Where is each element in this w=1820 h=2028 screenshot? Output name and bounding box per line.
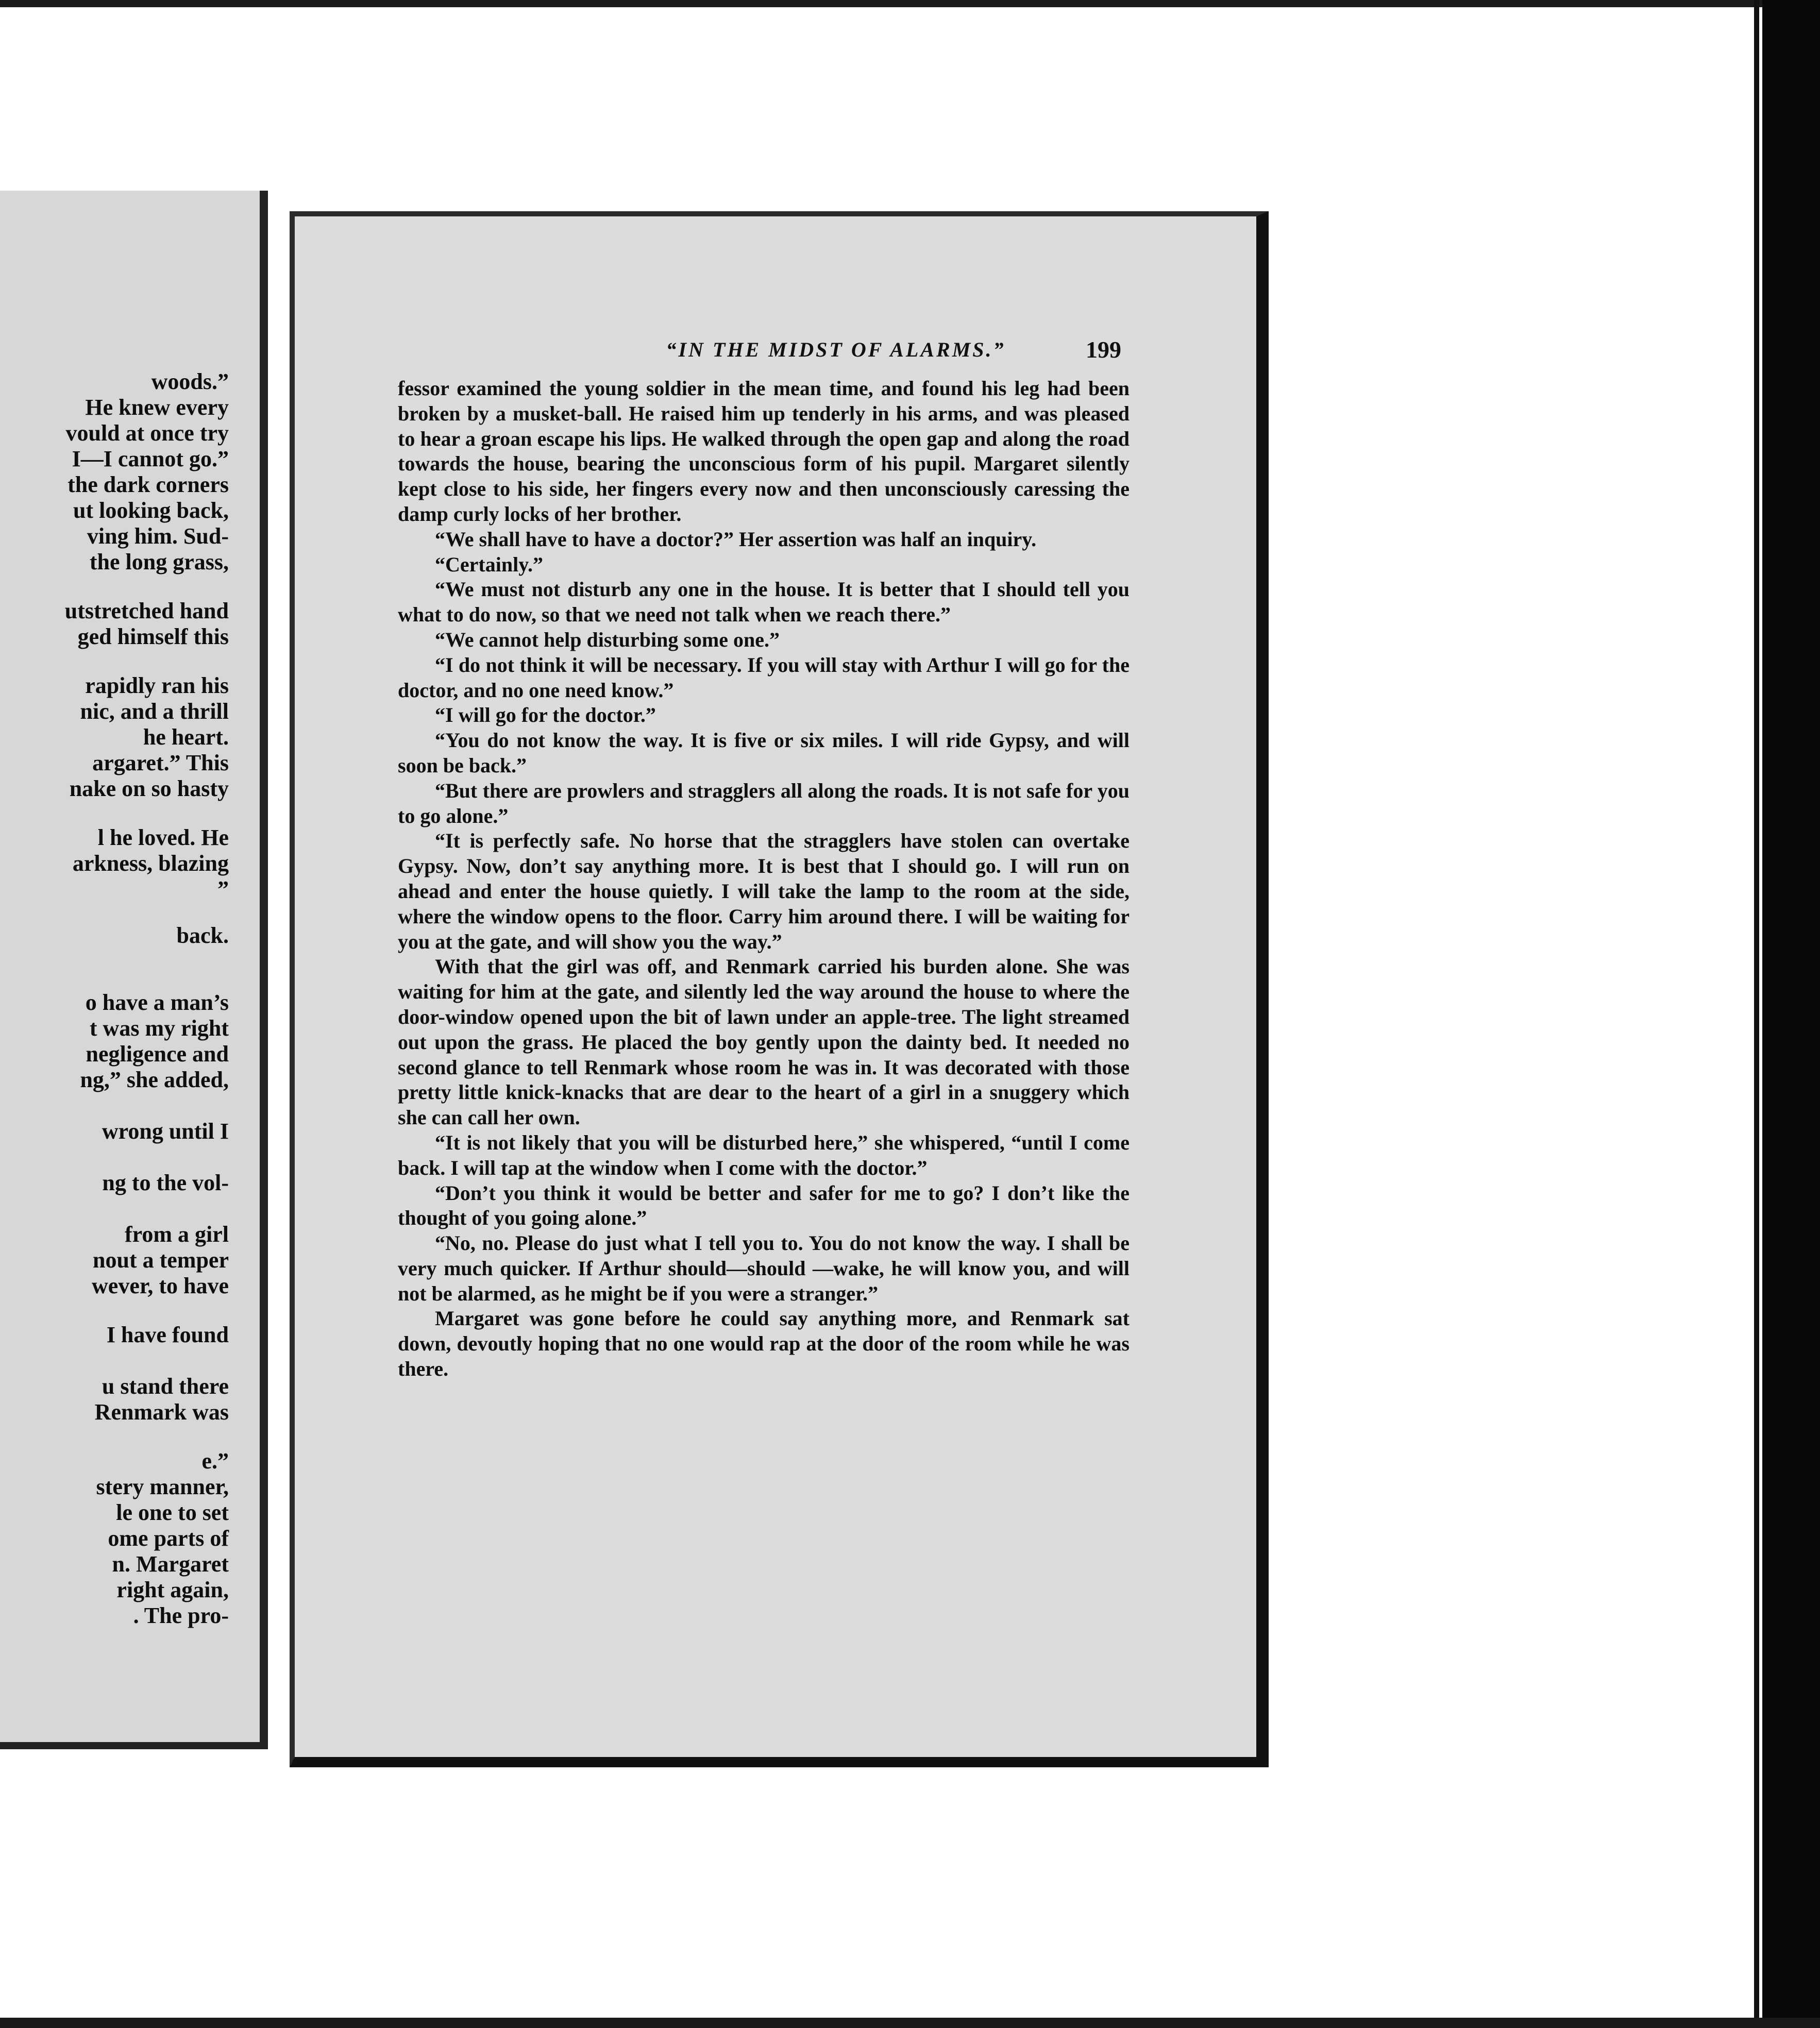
left-line: He knew every [85, 395, 229, 420]
left-line: the dark corners [68, 472, 229, 497]
scan-border-right [1762, 0, 1820, 2028]
left-line: t was my right [89, 1016, 229, 1041]
left-line: I—I cannot go.” [72, 446, 229, 471]
left-line: I have found [106, 1322, 229, 1347]
left-line: stery manner, [96, 1474, 229, 1499]
paragraph: Margaret was gone before he could say anything more, and Renmark sat down, devoutly hoping that no one would rap at the door of the room while he was there. [398, 1307, 1130, 1381]
paragraph: “We cannot help disturbing some one.” [435, 628, 780, 651]
paragraph: “Don’t you think it would be better and safer for me to go? I don’t like the thought of you going alone.” [398, 1181, 1130, 1230]
left-line: the long grass, [89, 549, 229, 574]
right-page [290, 211, 1269, 1767]
paragraph: “We shall have to have a doctor?” Her assertion was half an inquiry. [435, 527, 1037, 551]
left-line: utstretched hand [64, 598, 229, 623]
page-number: 199 [1086, 336, 1121, 363]
left-line: o have a man’s [85, 990, 229, 1015]
left-line: vould at once try [65, 420, 229, 446]
left-line: he heart. [143, 724, 229, 750]
paragraph: “I will go for the doctor.” [435, 703, 656, 727]
left-line: nic, and a thrill [80, 699, 229, 724]
left-line: ng,” she added, [80, 1067, 229, 1092]
left-line: wrong until I [102, 1119, 229, 1144]
scan-border-top [0, 0, 1820, 7]
paragraph: “We must not disturb any one in the house. It is better that I should tell you what to do now, so that we need not talk when we reach there.” [398, 578, 1130, 627]
left-line: argaret.” This [92, 750, 229, 775]
left-line: rapidly ran his [85, 673, 229, 698]
left-line: right again, [116, 1577, 229, 1602]
paragraph: “It is not likely that you will be disturbed here,” she whispered, “until I come back. I will tap at the window when I come with the doctor.” [398, 1130, 1130, 1179]
paragraph: With that the girl was off, and Renmark carried his burden alone. She was waiting for him at the gate, and silently led the way around the house to where the door-window opened upon the bit of lawn under an apple-tree. The light streamed out upon the grass. He placed the boy gently upon the dainty bed. It needed no second glance to tell Renmark whose room he was in. It was decorated with those pretty little knick-knacks that are dear to the heart of a girl in a snuggery which she can call her own. [398, 955, 1130, 1129]
left-page [0, 191, 268, 1749]
left-line: back. [176, 923, 229, 948]
left-line: ged himself this [77, 624, 229, 649]
paragraph: fessor examined the young soldier in the mean time, and found his leg had been broken by a musket-ball. He raised him up tenderly in his arms, and was pleased to hear a groan escape his lips. He walked through the open gap and along the road towards the house, bearing the unconscious form of his pupil. Margaret silently kept close to his side, her fingers every now and then unconsciously caressing the damp curly locks of her brother. [398, 377, 1130, 526]
left-line: ng to the vol- [102, 1170, 229, 1195]
left-line: nake on so hasty [69, 776, 229, 801]
paragraph: “But there are prowlers and stragglers all along the roads. It is not safe for you to go alone.” [398, 779, 1130, 827]
paragraph: “No, no. Please do just what I tell you to. You do not know the way. I shall be very much quicker. If Arthur should—should —wake, he will know you, and will not be alarmed, as he might be if you were a stranger.” [398, 1231, 1130, 1305]
left-line: ” [217, 876, 229, 902]
left-line: u stand there [102, 1374, 229, 1399]
scan-border-inner [1754, 0, 1759, 2028]
left-line: woods.” [151, 369, 229, 394]
left-line: ving him. Sud- [87, 523, 229, 549]
left-line: le one to set [116, 1500, 229, 1525]
left-line: l he loved. He [97, 825, 229, 850]
left-line: arkness, blazing [72, 851, 229, 876]
paragraph: “Certainly.” [435, 552, 543, 576]
running-head: “IN THE MIDST OF ALARMS.” [666, 338, 1006, 361]
left-line: wever, to have [92, 1273, 229, 1298]
left-line: . The pro- [133, 1603, 229, 1628]
left-line: ome parts of [108, 1526, 229, 1551]
left-line: from a girl [124, 1222, 229, 1247]
left-line: Renmark was [94, 1399, 229, 1425]
paragraph: “I do not think it will be necessary. If you will stay with Arthur I will go for the doctor, and no one need know.” [398, 653, 1130, 702]
scan-border-bottom [0, 2018, 1820, 2028]
body-text [398, 376, 1130, 1382]
paragraph: “It is perfectly safe. No horse that the stragglers have stolen can overtake Gypsy. Now, don’t say anything more. It is best that I should go. I will run on ahead and enter the house quietly. I will take the lamp to the room at the side, where the window opens to the floor. Carry him around there. I will be waiting for you at the gate, and will show you the way.” [398, 829, 1130, 953]
left-line: ut looking back, [73, 498, 229, 523]
left-line: negligence and [86, 1041, 229, 1067]
left-line: n. Margaret [112, 1551, 229, 1577]
left-line: nout a temper [93, 1247, 229, 1273]
left-line: e.” [201, 1448, 229, 1474]
paragraph: “You do not know the way. It is five or six miles. I will ride Gypsy, and will soon be back.” [398, 729, 1130, 777]
